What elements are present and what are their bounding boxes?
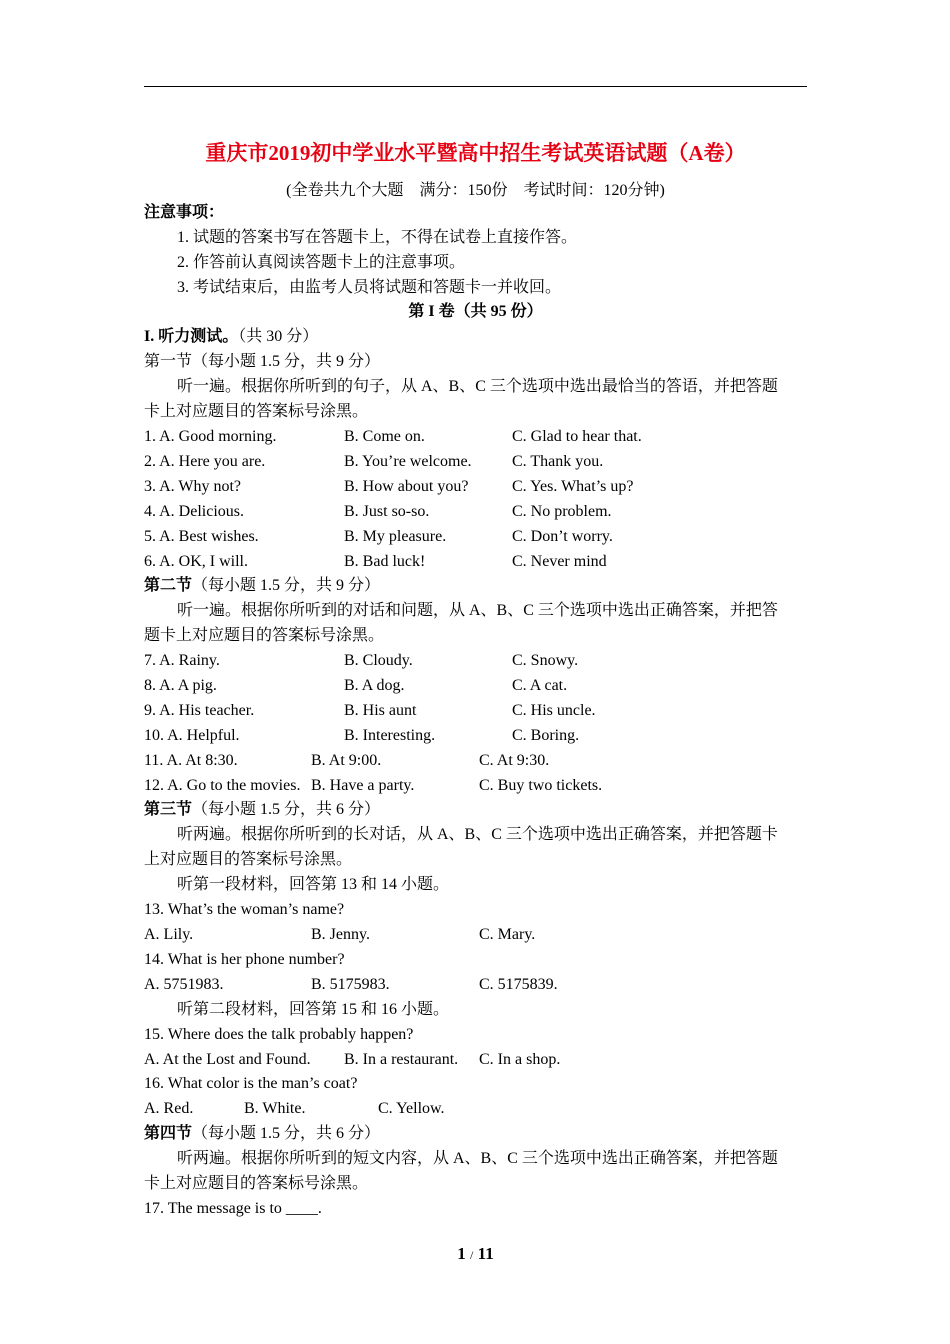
sec3-heading-score: （每小题 1.5 分，共 6 分）	[192, 801, 381, 818]
option-a: 12. A. Go to the movies.	[144, 777, 301, 794]
option-c: C. Snowy.	[512, 652, 579, 669]
sec3-heading-label: 第三节	[144, 801, 193, 818]
option-c: C. Glad to hear that.	[512, 428, 642, 445]
option-a: 10. A. Helpful.	[144, 727, 240, 744]
question-17: 17. The message is to ____.	[144, 1200, 322, 1217]
option-b: B. You’re welcome.	[344, 453, 472, 470]
option-b: B. White.	[244, 1100, 306, 1117]
option-b: B. In a restaurant.	[344, 1051, 459, 1068]
option-a: 6. A. OK, I will.	[144, 553, 248, 570]
option-b: B. Jenny.	[311, 926, 370, 943]
sec1-instruction: 卡上对应题目的答案标号涂黑。	[144, 403, 369, 420]
sec3-material-note: 听第二段材料，回答第 15 和 16 小题。	[177, 1001, 450, 1018]
option-a: 5. A. Best wishes.	[144, 528, 259, 545]
option-b: B. A dog.	[344, 677, 405, 694]
sec3-instruction: 上对应题目的答案标号涂黑。	[144, 851, 353, 868]
option-b: B. Bad luck!	[344, 553, 426, 570]
option-b: B. My pleasure.	[344, 528, 447, 545]
option-a: 3. A. Why not?	[144, 478, 242, 495]
option-a: 1. A. Good morning.	[144, 428, 277, 445]
option-a: 9. A. His teacher.	[144, 702, 255, 719]
option-c: C. A cat.	[512, 677, 568, 694]
option-b: B. Have a party.	[311, 777, 415, 794]
option-a: A. Lily.	[144, 926, 194, 943]
page-number	[144, 1244, 807, 1264]
option-a: A. 5751983.	[144, 976, 224, 993]
question-13: 13. What’s the woman’s name?	[144, 901, 345, 918]
sec2-instruction: 题卡上对应题目的答案标号涂黑。	[144, 627, 385, 644]
sec4-heading	[144, 1124, 380, 1144]
exam-title: 重庆市2019初中学业水平暨高中招生考试英语试题（A卷）	[205, 141, 746, 165]
sec1-instruction: 听一遍。根据你所听到的句子，从 A、B、C 三个选项中选出最恰当的答语，并把答题	[177, 378, 778, 395]
volume-title: 第 I 卷（共 95 份）	[408, 303, 543, 320]
notice-label: 注意事项：	[144, 204, 225, 221]
option-b: B. Interesting.	[344, 727, 436, 744]
option-c: C. Mary.	[479, 926, 536, 943]
option-a: 4. A. Delicious.	[144, 503, 244, 520]
sec4-heading-label: 第四节	[144, 1125, 193, 1142]
sec3-instruction: 听两遍。根据你所听到的长对话，从 A、B、C 三个选项中选出正确答案，并把答题卡	[177, 826, 778, 843]
option-c: C. Yellow.	[378, 1100, 445, 1117]
header-rule	[144, 86, 807, 87]
option-c: C. Don’t worry.	[512, 528, 613, 545]
exam-subtitle: (全卷共九个大题 满分：150份 考试时间：120分钟)	[286, 182, 665, 199]
sec2-heading-score: （每小题 1.5 分，共 9 分）	[192, 577, 381, 594]
option-b: B. Just so-so.	[344, 503, 430, 520]
notice-item: 3. 考试结束后，由监考人员将试题和答题卡一并收回。	[177, 279, 562, 296]
sec4-instruction: 听两遍。根据你所听到的短文内容，从 A、B、C 三个选项中选出正确答案，并把答题	[177, 1150, 778, 1167]
part1-heading-label: I. 听力测试。	[144, 328, 239, 345]
option-c: C. In a shop.	[479, 1051, 561, 1068]
option-c: C. His uncle.	[512, 702, 596, 719]
sec2-instruction: 听一遍。根据你所听到的对话和问题，从 A、B、C 三个选项中选出正确答案，并把答	[177, 602, 778, 619]
option-b: B. Cloudy.	[344, 652, 413, 669]
sec3-heading	[144, 800, 380, 820]
option-c: C. No problem.	[512, 503, 612, 520]
option-c: C. Thank you.	[512, 453, 604, 470]
option-c: C. Boring.	[512, 727, 580, 744]
option-b: B. 5175983.	[311, 976, 390, 993]
sec2-heading	[144, 576, 380, 596]
option-c: C. Yes. What’s up?	[512, 478, 634, 495]
question-16: 16. What color is the man’s coat?	[144, 1075, 358, 1092]
question-14: 14. What is her phone number?	[144, 951, 345, 968]
page-separator: /	[470, 1248, 474, 1262]
sec2-heading-label: 第二节	[144, 577, 193, 594]
option-b: B. His aunt	[344, 702, 417, 719]
option-c: C. Buy two tickets.	[479, 777, 603, 794]
option-c: C. Never mind	[512, 553, 607, 570]
option-a: A. At the Lost and Found.	[144, 1051, 311, 1068]
option-a: 2. A. Here you are.	[144, 453, 266, 470]
option-b: B. How about you?	[344, 478, 469, 495]
part1-heading	[144, 327, 318, 347]
sec4-heading-score: （每小题 1.5 分，共 6 分）	[192, 1125, 381, 1142]
question-15: 15. Where does the talk probably happen?	[144, 1026, 414, 1043]
notice-item: 1. 试题的答案书写在答题卡上，不得在试卷上直接作答。	[177, 229, 578, 246]
sec3-material-note: 听第一段材料，回答第 13 和 14 小题。	[177, 876, 450, 893]
page-current: 1	[457, 1244, 466, 1263]
option-a: 8. A. A pig.	[144, 677, 217, 694]
page-total: 11	[477, 1244, 494, 1263]
sec4-instruction: 卡上对应题目的答案标号涂黑。	[144, 1175, 369, 1192]
option-c: C. At 9:30.	[479, 752, 550, 769]
option-b: B. At 9:00.	[311, 752, 382, 769]
sec1-heading: 第一节（每小题 1.5 分，共 9 分）	[144, 353, 381, 370]
option-a: 11. A. At 8:30.	[144, 752, 238, 769]
option-a: 7. A. Rainy.	[144, 652, 220, 669]
notice-item: 2. 作答前认真阅读答题卡上的注意事项。	[177, 254, 466, 271]
option-b: B. Come on.	[344, 428, 425, 445]
option-c: C. 5175839.	[479, 976, 558, 993]
part1-heading-score: （共 30 分）	[238, 328, 319, 345]
option-a: A. Red.	[144, 1100, 194, 1117]
